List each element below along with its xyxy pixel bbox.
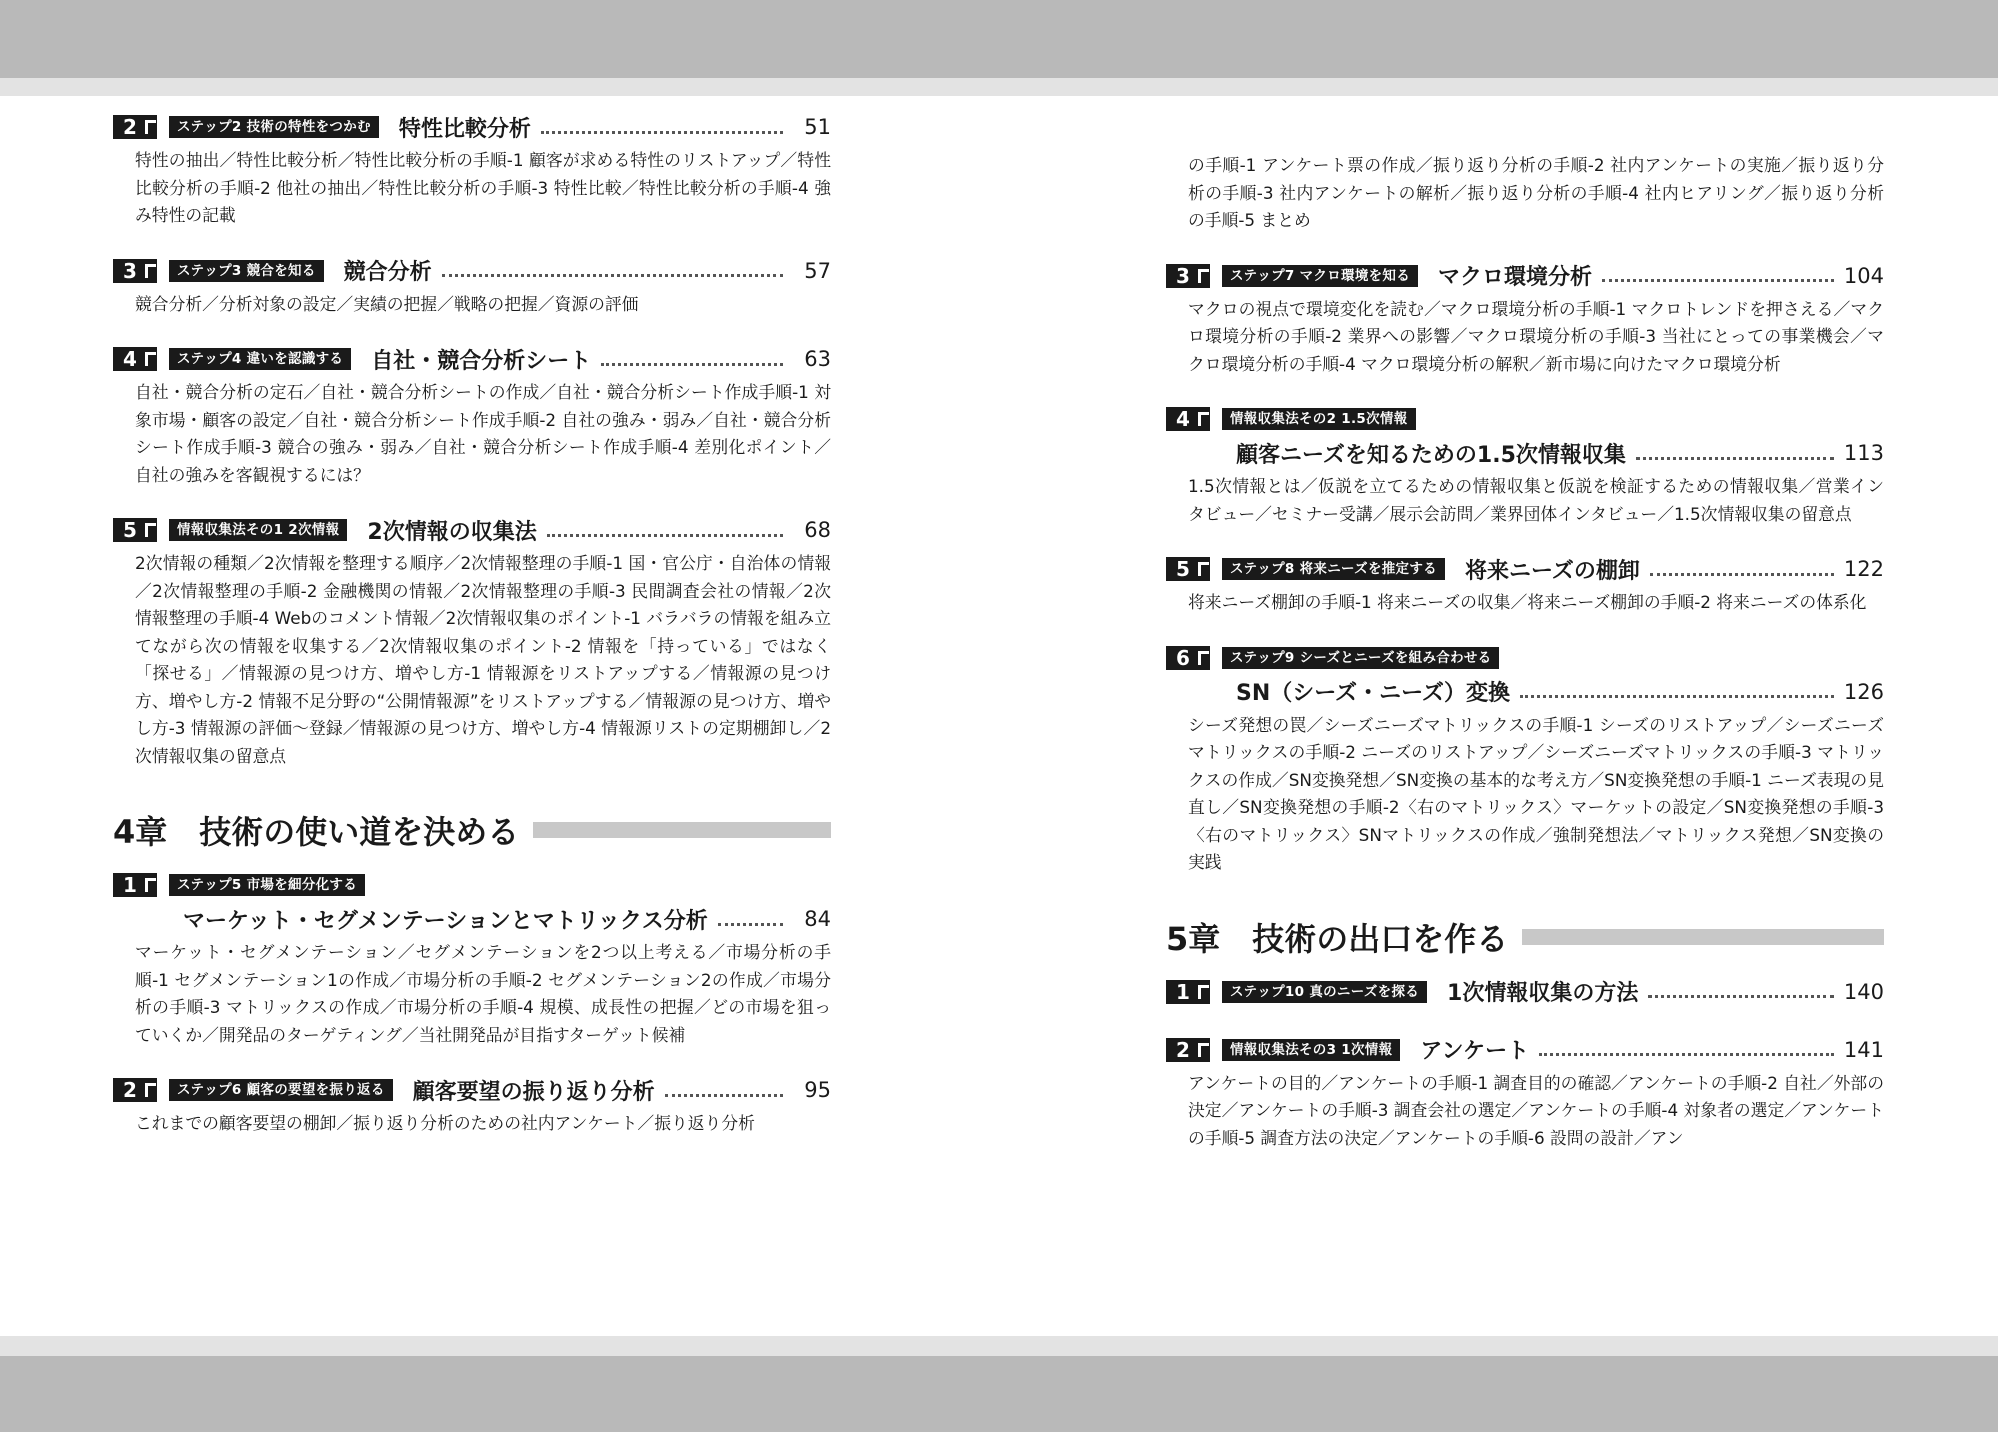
- section-number: 2: [113, 115, 157, 139]
- page-number: 104: [1843, 263, 1884, 288]
- section-body: 将来ニーズ棚卸の手順-1 将来ニーズの収集／将来ニーズ棚卸の手順-2 将来ニーズの体系化: [1188, 592, 1867, 612]
- section-body: これまでの顧客要望の棚卸／振り返り分析のための社内アンケート／振り返り分析: [135, 1113, 755, 1133]
- toc-entry[interactable]: [1166, 402, 1884, 528]
- section-title[interactable]: 2次情報の収集法: [367, 519, 537, 545]
- section-title[interactable]: 顧客要望の振り返り分析: [412, 1079, 655, 1105]
- step-tag: ステップ7 マクロ環境を知る: [1222, 265, 1418, 287]
- section-number: 5: [113, 518, 157, 542]
- toc-entry[interactable]: [1166, 1033, 1884, 1153]
- section-number: 4: [113, 347, 157, 371]
- chapter-heading: [1166, 907, 1884, 967]
- chapter-rule: [533, 822, 831, 838]
- toc-entry[interactable]: [113, 513, 831, 770]
- page-number: 140: [1843, 979, 1884, 1004]
- section-number: 2: [113, 1078, 157, 1102]
- section-number: 6: [1166, 646, 1210, 670]
- dot-leader: [665, 1094, 783, 1097]
- section-number: 1: [113, 873, 157, 897]
- section-title[interactable]: 特性比較分析: [398, 116, 531, 142]
- dot-leader: [1520, 695, 1834, 698]
- section-body: マーケット・セグメンテーション／セグメンテーションを2つ以上考える／市場分析の手順-1 セグメンテーション1の作成／市場分析の手順-2 セグメンテーション2の作成／市場分析の手順-3 マトリックスの作成／市場分析の手順-4 規模、成長性の把握／どの市場を狙っていくか／開発品のターゲティング／当社開発品が目指すターゲット候補: [135, 942, 831, 1045]
- bottom-light-band: [0, 1336, 1998, 1356]
- dot-leader: [1648, 995, 1834, 998]
- section-title[interactable]: 自社・競合分析シート: [371, 348, 592, 374]
- toc-entry[interactable]: [1166, 641, 1884, 877]
- right-column: [1166, 152, 1884, 1352]
- continued-body: の手順-1 アンケート票の作成／振り返り分析の手順-2 社内アンケートの実施／振り返り分析の手順-3 社内アンケートの解析／振り返り分析の手順-4 社内ヒアリング／振り返り分析の手順-5 まとめ: [1188, 155, 1884, 230]
- toc-entry[interactable]: [113, 110, 831, 230]
- top-light-band: [0, 78, 1998, 96]
- section-number: 3: [1166, 264, 1210, 288]
- toc-entry[interactable]: [1166, 552, 1884, 617]
- section-body: 1.5次情報とは／仮説を立てるための情報収集と仮説を検証するための情報収集／営業インタビュー／セミナー受講／展示会訪問／業界団体インタビュー／1.5次情報収集の留意点: [1188, 476, 1884, 524]
- section-number: 3: [113, 259, 157, 283]
- chapter-heading: [113, 800, 831, 860]
- step-tag: ステップ5 市場を細分化する: [169, 874, 365, 896]
- section-body: シーズ発想の罠／シーズニーズマトリックスの手順-1 シーズのリストアップ／シーズニーズマトリックスの手順-2 ニーズのリストアップ／シーズニーズマトリックスの手順-3 マトリックスの作成／SN変換発想／SN変換の基本的な考え方／SN変換発想の手順-1 ニーズ表現の見直し／SN変換発想の手順-2〈右のマトリックス〉マーケットの設定／SN変換発想の手順-3〈右のマトリックス〉SNマトリックスの作成／強制発想法／マトリックス発想／SN変換の実践: [1188, 714, 1884, 872]
- left-column: [113, 110, 831, 1310]
- dot-leader: [718, 923, 783, 926]
- page-number: 95: [804, 1078, 831, 1102]
- section-title[interactable]: 将来ニーズの棚卸: [1464, 558, 1640, 584]
- section-title[interactable]: マーケット・セグメンテーションとマトリックス分析: [183, 908, 708, 934]
- section-title[interactable]: SN（シーズ・ニーズ）変換: [1236, 681, 1511, 706]
- section-body: 競合分析／分析対象の設定／実績の把握／戦略の把握／資源の評価: [135, 293, 639, 314]
- toc-entry[interactable]: [113, 342, 831, 489]
- toc-entry[interactable]: [1166, 259, 1884, 379]
- step-tag: ステップ9 シーズとニーズを組み合わせる: [1222, 647, 1499, 669]
- section-title[interactable]: 競合分析: [343, 260, 432, 285]
- toc-entry[interactable]: [113, 1073, 831, 1138]
- dot-leader: [601, 363, 783, 366]
- step-tag: ステップ6 顧客の要望を振り返る: [169, 1079, 393, 1101]
- dot-leader: [442, 274, 783, 277]
- section-title[interactable]: マクロ環境分析: [1438, 265, 1593, 290]
- chapter-title[interactable]: 4章 技術の使い道を決める: [113, 813, 520, 851]
- section-title[interactable]: アンケート: [1420, 1039, 1530, 1064]
- page-number: 63: [804, 347, 831, 371]
- section-body: アンケートの目的／アンケートの手順-1 調査目的の確認／アンケートの手順-2 自社／外部の決定／アンケートの手順-3 調査会社の選定／アンケートの手順-4 対象者の選定／アンケートの手順-5 調査方法の決定／アンケートの手順-6 設問の設計／アン: [1188, 1072, 1884, 1148]
- section-body: 特性の抽出／特性比較分析／特性比較分析の手順-1 顧客が求める特性のリストアップ／特性比較分析の手順-2 他社の抽出／特性比較分析の手順-3 特性比較／特性比較分析の手順-4 強み特性の記載: [135, 150, 831, 225]
- page-number: 84: [804, 907, 831, 931]
- toc-entry[interactable]: [1166, 975, 1884, 1009]
- step-tag: ステップ10 真のニーズを探る: [1222, 981, 1427, 1003]
- chapter-rule: [1522, 929, 1884, 945]
- chapter-title[interactable]: 5章 技術の出口を作る: [1166, 919, 1509, 958]
- dot-leader: [1636, 457, 1834, 460]
- step-tag: 情報収集法その2 1.5次情報: [1222, 408, 1416, 430]
- section-number: 5: [1166, 557, 1210, 581]
- toc-entry[interactable]: [113, 868, 831, 1049]
- toc-entry[interactable]: [113, 254, 831, 319]
- page-number: 126: [1843, 679, 1884, 704]
- page-number: 68: [804, 518, 831, 542]
- step-tag: ステップ8 将来ニーズを推定する: [1222, 558, 1445, 580]
- dot-leader: [547, 534, 783, 537]
- top-gray-band: [0, 0, 1998, 78]
- step-tag: ステップ4 違いを認識する: [169, 348, 351, 370]
- section-body: マクロの視点で環境変化を読む／マクロ環境分析の手順-1 マクロトレンドを押さえる／マクロ環境分析の手順-2 業界への影響／マクロ環境分析の手順-3 当社にとっての事業機会／マクロ環境分析の手順-4 マクロ環境分析の解釈／新市場に向けたマクロ環境分析: [1188, 298, 1884, 374]
- page-number: 113: [1843, 441, 1884, 465]
- section-number: 2: [1166, 1038, 1210, 1062]
- section-title[interactable]: 1次情報収集の方法: [1447, 981, 1639, 1006]
- dot-leader: [1650, 573, 1834, 576]
- dot-leader: [1539, 1053, 1834, 1056]
- dot-leader: [541, 131, 783, 134]
- section-title[interactable]: 顧客ニーズを知るための1.5次情報収集: [1236, 442, 1626, 468]
- section-body: 自社・競合分析の定石／自社・競合分析シートの作成／自社・競合分析シート作成手順-1 対象市場・顧客の設定／自社・競合分析シート作成手順-2 自社の強み・弱み／自社・競合分析シート作成手順-3 競合の強み・弱み／自社・競合分析シート作成手順-4 差別化ポイント／自社の強みを客観視するには？: [135, 382, 831, 485]
- page-number: 57: [804, 258, 831, 283]
- step-tag: ステップ2 技術の特性をつかむ: [169, 116, 379, 138]
- section-body: 2次情報の種類／2次情報を整理する順序／2次情報整理の手順-1 国・官公庁・自治体の情報／2次情報整理の手順-2 金融機関の情報／2次情報整理の手順-3 民間調査会社の情報／2次情報整理の手順-4 Webのコメント情報／2次情報収集のポイント-1 バラバラの情報を組み立てながら次の情報を収集する／2次情報収集のポイント-2 情報を「持っている」ではなく「探せる」／情報源の見つけ方、増やし方-1 情報源をリストアップする／情報源の見つけ方、増やし方-2 情報不足分野の“公開情報源”をリストアップする／情報源の見つけ方、増やし方-3 情報源の評価〜登録／情報源の見つけ方、増やし方-4 情報源リストの定期棚卸し／2次情報収集の留意点: [135, 553, 831, 766]
- toc-continuation: [1166, 152, 1884, 235]
- page-number: 51: [804, 115, 831, 139]
- section-number: 4: [1166, 407, 1210, 431]
- section-number: 1: [1166, 980, 1210, 1004]
- bottom-gray-band: [0, 1356, 1998, 1432]
- step-tag: 情報収集法その3 1次情報: [1222, 1039, 1400, 1061]
- page-number: 141: [1843, 1037, 1884, 1062]
- step-tag: ステップ3 競合を知る: [169, 260, 324, 282]
- page-number: 122: [1843, 557, 1884, 581]
- step-tag: 情報収集法その1 2次情報: [169, 519, 347, 541]
- dot-leader: [1602, 279, 1834, 282]
